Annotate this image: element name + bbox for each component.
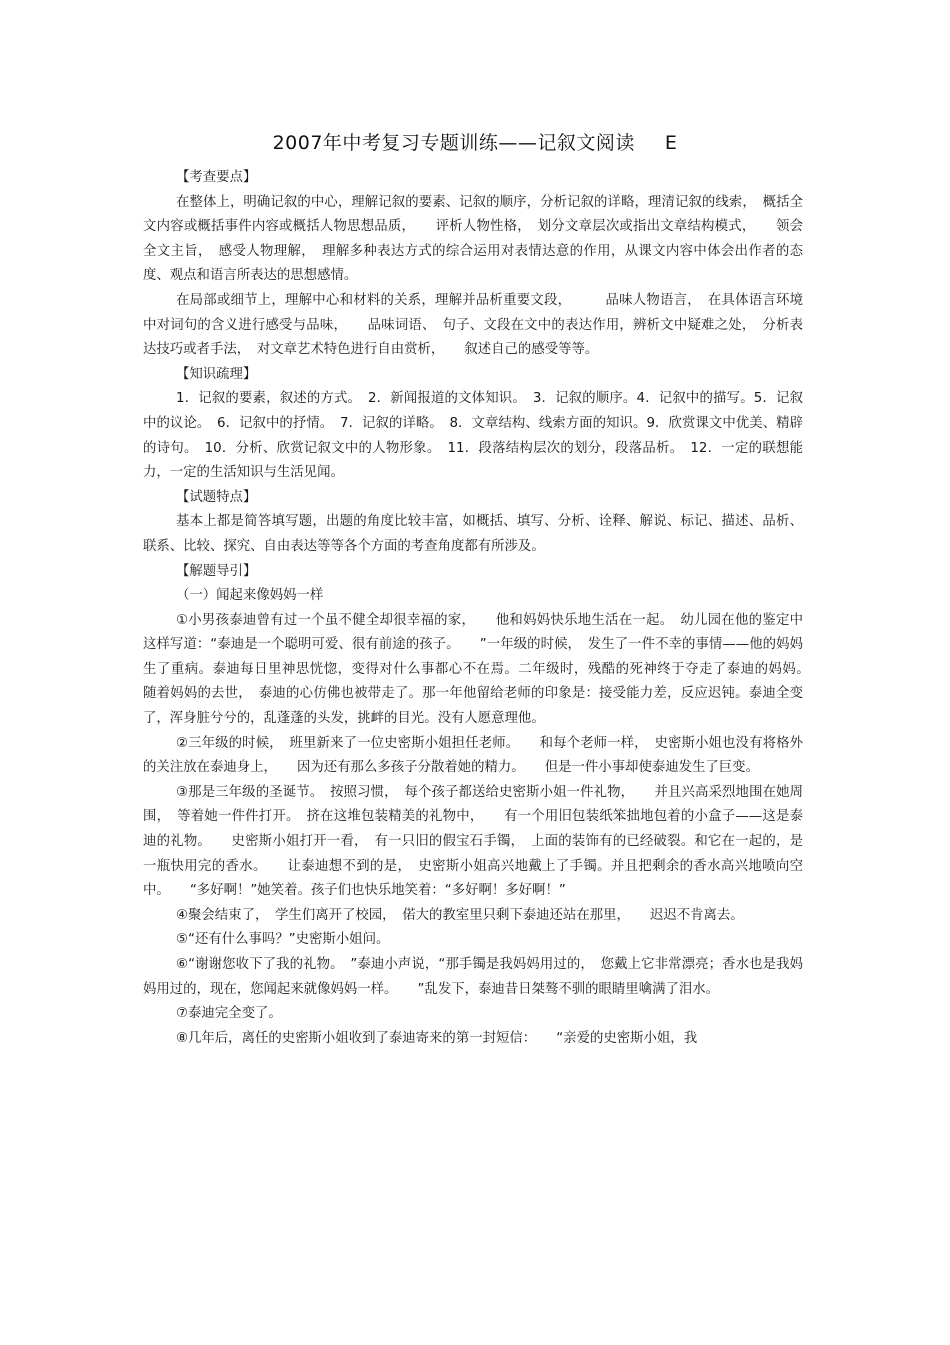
title-suffix: E	[664, 132, 678, 154]
paragraph: ③那是三年级的圣诞节。 按照习惯， 每个孩子都送给史密斯小姐一件礼物， 并且兴高采烈地围在她周围， 等着她一件件打开。 挤在这堆包装精美的礼物中， 有一个用旧包装纸笨拙地包着的小盒子——这是泰迪的礼物。 史密斯小姐打开一看， 有一只旧的假宝石手镯， 上面的装饰有的已经破裂。和它在一起的，是一瓶快用完的香水。 让泰迪想不到的是， 史密斯小姐高兴地戴上了手镯。并且把剩余的香水高兴地喷向空中。 “多好啊！”她笑着。孩子们也快乐地笑着：“多好啊！多好啊！”	[143, 784, 803, 899]
paragraph: ②三年级的时候， 班里新来了一位史密斯小姐担任老师。 和每个老师一样， 史密斯小姐也没有将格外的关注放在泰迪身上， 因为还有那么多孩子分散着她的精力。 但是一件小事却使泰迪发生了巨变。	[143, 735, 803, 776]
paragraph: 在局部或细节上，理解中心和材料的关系，理解并品析重要文段， 品味人物语言， 在具体语言环境中对词句的含义进行感受与品味， 品味词语、 句子、文段在文中的表达作用，辨析文中疑难之处， 分析表达技巧或者手法， 对文章艺术特色进行自由赏析， 叙述自己的感受等等。	[143, 292, 803, 358]
paragraph: ①小男孩泰迪曾有过一个虽不健全却很幸福的家， 他和妈妈快乐地生活在一起。 幼儿园在他的鉴定中这样写道：“泰迪是一个聪明可爱、很有前途的孩子。 ”一年级的时候， 发生了一件不幸的事情——他的妈妈生了重病。泰迪每日里神思恍惚，变得对什么事都心不在焉。二年级时，残酷的死神终于夺走了泰迪的妈妈。 随着妈妈的去世， 泰迪的心仿佛也被带走了。那一年他留给老师的印象是：接受能力差，反应迟钝。泰迪全变了，浑身脏兮兮的，乱蓬蓬的头发，挑衅的目光。没有人愿意理他。	[143, 612, 830, 727]
paragraph: ⑥“谢谢您收下了我的礼物。 ”泰迪小声说，“那手镯是我妈妈用过的， 您戴上它非常漂亮；香水也是我妈妈用过的，现在，您闻起来就像妈妈一样。 ”乱发下，泰迪昔日桀骜不驯的眼睛里噙满了泪水。	[143, 957, 803, 997]
paragraph: ⑦泰迪完全变了。	[176, 1006, 282, 1022]
document-title	[0, 128, 950, 155]
paragraph: 【考查要点】	[176, 170, 257, 185]
document-body	[143, 166, 830, 1051]
paragraph: 【知识疏理】	[176, 366, 257, 382]
paragraph: 【试题特点】	[176, 489, 257, 505]
paragraph: ⑤“还有什么事吗？”史密斯小姐问。	[176, 932, 390, 948]
paragraph: 基本上都是简答填写题，出题的角度比较丰富，如概括、填写、分析、诠释、解说、标记、描述、品析、联系、比较、探究、自由表达等等各个方面的考查角度都有所涉及。	[143, 514, 803, 554]
paragraph: ④聚会结束了， 学生们离开了校园， 偌大的教室里只剩下泰迪还站在那里， 迟迟不肯离去。	[176, 907, 744, 923]
paragraph: 【解题导引】	[176, 563, 257, 579]
paragraph: 1．记叙的要素，叙述的方式。 2．新闻报道的文体知识。 3．记叙的顺序。4．记叙中的描写。5．记叙中的议论。 6．记叙中的抒情。 7．记叙的详略。 8．文章结构、线索方面的知识。9．欣赏课文中优美、精辟的诗句。 10．分析、欣赏记叙文中的人物形象。 11．段落结构层次的划分，段落品析。 12．一定的联想能力，一定的生活知识与生活见闻。	[143, 391, 803, 481]
title-text: 2007年中考复习专题训练——记叙文阅读	[272, 132, 635, 154]
paragraph: 在整体上，明确记叙的中心，理解记叙的要素、记叙的顺序，分析记叙的详略，理清记叙的线索， 概括全文内容或概括事件内容或概括人物思想品质， 评析人物性格， 划分文章层次或指出文章结构模式， 领会全文主旨， 感受人物理解， 理解多种表达方式的综合运用对表情达意的作用，从课文内容中体会出作者的态度、观点和语言所表达的思想感情。	[143, 194, 803, 284]
paragraph: （一）闻起来像妈妈一样	[176, 588, 324, 604]
paragraph: ⑧几年后，离任的史密斯小姐收到了泰迪寄来的第一封短信： “亲爱的史密斯小姐，我	[176, 1030, 698, 1046]
